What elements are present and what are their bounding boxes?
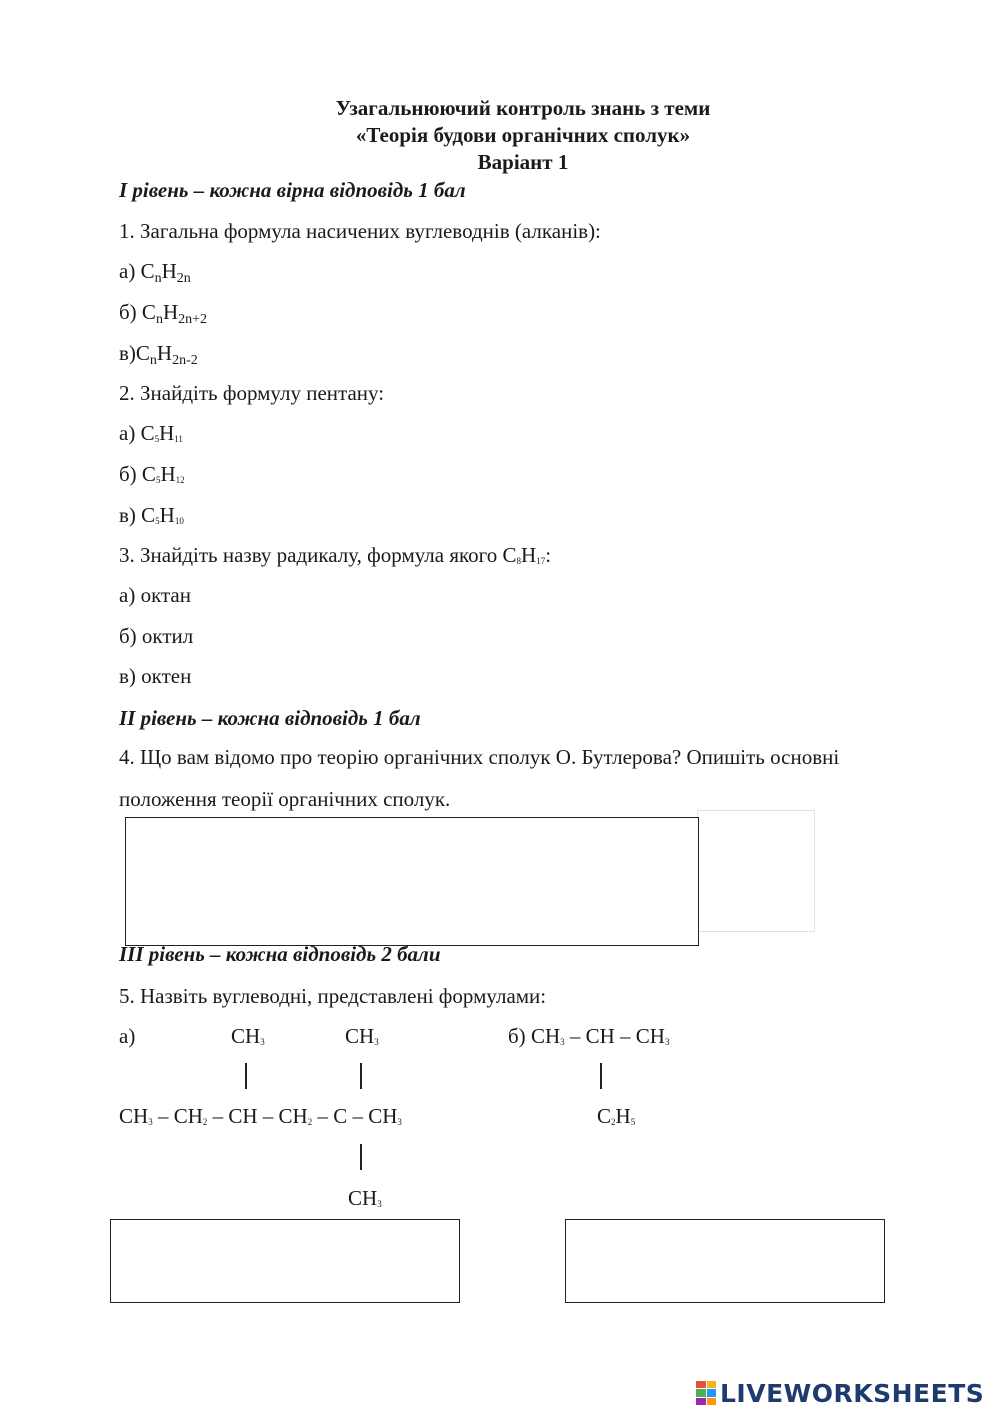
answer-box-shadow bbox=[697, 810, 815, 932]
formula-b-branch: C2H5 bbox=[597, 1104, 636, 1128]
q1-option-c[interactable]: $в)C_nH_{2n-2}$ bbox=[119, 341, 198, 368]
formula-a-bottom-ch3: CH3 bbox=[348, 1186, 382, 1210]
formula-b-chain: б) CH3 – CH – CH3 bbox=[508, 1024, 670, 1048]
title-line-1: Узагальнюючий контроль знань з теми bbox=[335, 96, 711, 120]
liveworksheets-logo-icon bbox=[696, 1381, 716, 1405]
q2-option-a[interactable]: а) C5H11 bbox=[119, 421, 183, 445]
formula-a-chain: CH3 – CH2 – CH – CH2 – C – CH3 bbox=[119, 1104, 402, 1128]
q3-option-a[interactable]: а) октан bbox=[119, 583, 191, 607]
question-4-line-1: 4. Що вам відомо про теорію органічних сполук О. Бутлерова? Опишіть основні bbox=[119, 745, 840, 769]
q1-option-b[interactable]: б) $C_nH_{2n+2}$ bbox=[119, 300, 208, 327]
q3-option-b[interactable]: б) октил bbox=[119, 624, 194, 648]
formula-a-bond-2 bbox=[360, 1063, 362, 1089]
level-3-heading: III рівень – кожна відповідь 2 бали bbox=[119, 942, 441, 966]
formula-b-bond bbox=[600, 1063, 602, 1089]
liveworksheets-brand-text: LIVEWORKSHEETS bbox=[720, 1378, 985, 1408]
question-2: 2. Знайдіть формулу пентану: bbox=[119, 381, 385, 405]
title-line-2: «Теорія будови органічних сполук» bbox=[355, 123, 691, 147]
formula-a-label: а) bbox=[119, 1024, 136, 1048]
q2-option-b[interactable]: б) C5H12 bbox=[119, 462, 185, 486]
formula-a-top-ch3-1: CH3 bbox=[231, 1024, 265, 1048]
formula-a-bond-3 bbox=[360, 1144, 362, 1170]
question-3: 3. Знайдіть назву радикалу, формула якого C8H17: bbox=[119, 543, 552, 567]
answer-box-q4[interactable] bbox=[125, 817, 699, 946]
answer-box-q5-b[interactable] bbox=[565, 1219, 885, 1303]
formula-a-bond-1 bbox=[245, 1063, 247, 1089]
level-1-heading: I рівень – кожна вірна відповідь 1 бал bbox=[119, 178, 466, 202]
q3-option-c[interactable]: в) октен bbox=[119, 664, 192, 688]
question-1: 1. Загальна формула насичених вуглеводнів (алканів): bbox=[119, 219, 601, 243]
answer-box-q5-a[interactable] bbox=[110, 1219, 460, 1303]
formula-a-top-ch3-2: CH3 bbox=[345, 1024, 379, 1048]
liveworksheets-logo bbox=[696, 1378, 984, 1408]
q1-option-a[interactable]: а) $C_nH_{2n}$ bbox=[119, 259, 191, 286]
question-5: 5. Назвіть вуглеводні, представлені формулами: bbox=[119, 984, 547, 1008]
question-4-line-2: положення теорії органічних сполук. bbox=[119, 787, 451, 811]
q2-option-c[interactable]: в) C5H10 bbox=[119, 503, 184, 527]
variant-label: Варіант 1 bbox=[477, 150, 569, 174]
level-2-heading: II рівень – кожна відповідь 1 бал bbox=[119, 706, 421, 730]
